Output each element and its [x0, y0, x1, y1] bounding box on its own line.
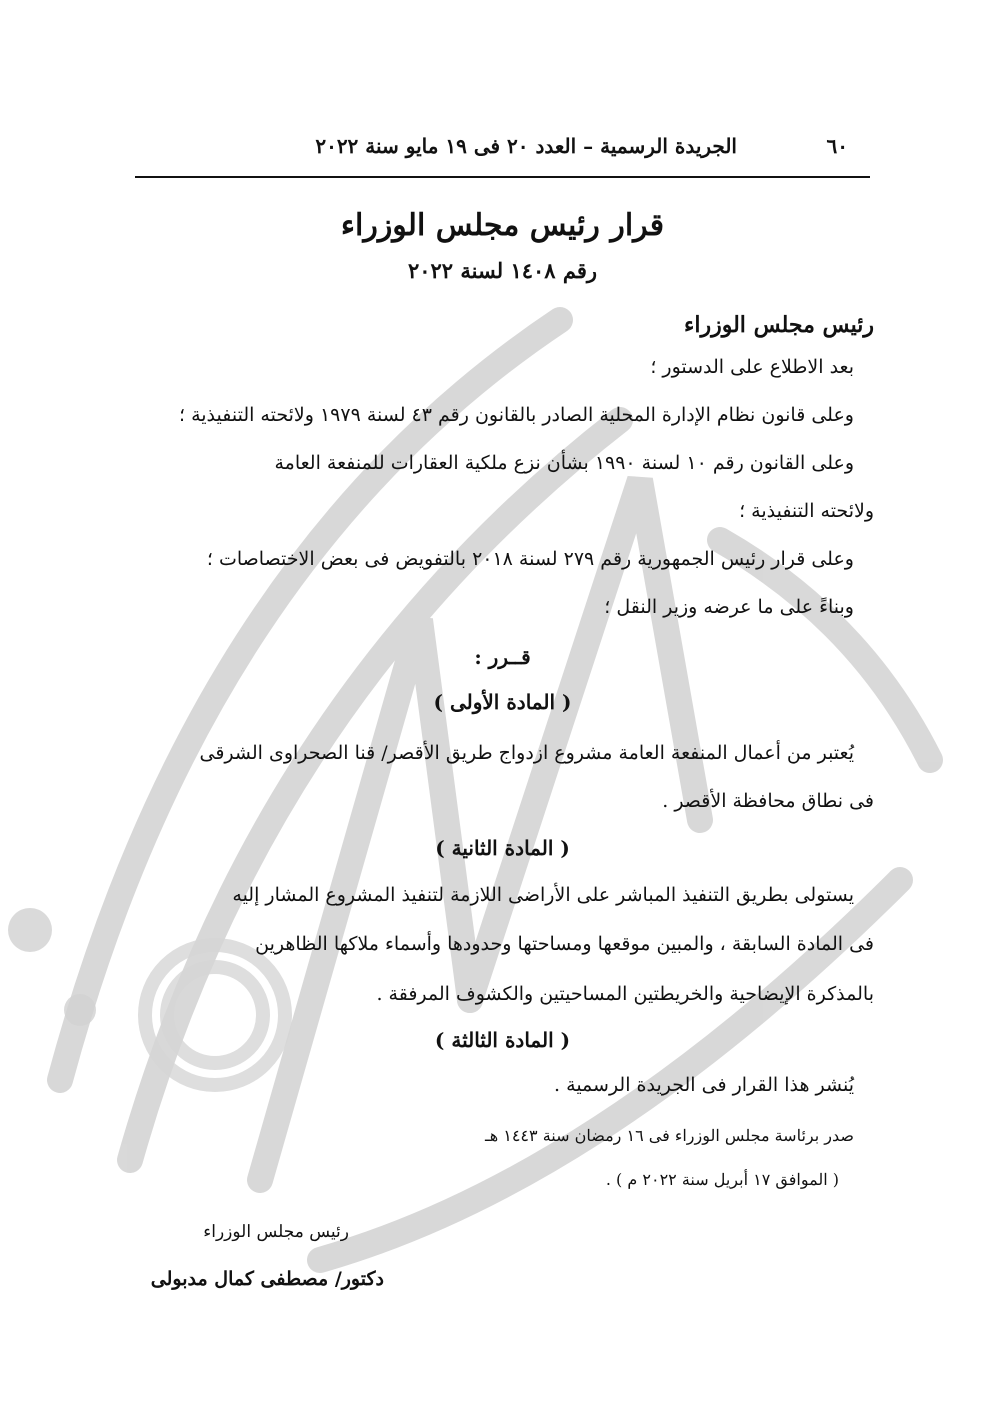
article-heading: ( المادة الثانية ) [435, 836, 570, 860]
gazette-issue: الجريدة الرسمية – العدد ٢٠ فى ١٩ مايو سنة ٢٠٢٢ [315, 134, 737, 158]
article-line: يُنشر هذا القرار فى الجريدة الرسمية . [554, 1074, 854, 1096]
article-heading: ( المادة الثالثة ) [434, 1028, 571, 1052]
page-header [135, 130, 870, 174]
preamble-line: بعد الاطلاع على الدستور ؛ [650, 356, 854, 378]
decree-number: رقم ١٤٠٨ لسنة ٢٠٢٢ [407, 258, 598, 283]
signature-title: رئيس مجلس الوزراء [203, 1222, 349, 1242]
decree-title: قرار رئيس مجلس الوزراء [340, 208, 665, 243]
preamble-line: وعلى قانون نظام الإدارة المحلية الصادر بالقانون رقم ٤٣ لسنة ١٩٧٩ ولائحته التنفيذية ؛ [178, 404, 854, 426]
header-rule [135, 176, 870, 178]
preamble-line: وبناءً على ما عرضه وزير النقل ؛ [604, 596, 854, 618]
article-heading: ( المادة الأولى ) [433, 690, 572, 714]
preamble-line: وعلى قرار رئيس الجمهورية رقم ٢٧٩ لسنة ٢٠١٨ بالتفويض فى بعض الاختصاصات ؛ [206, 548, 854, 570]
issued-date-gregorian: ( الموافق ١٧ أبريل سنة ٢٠٢٢ م ) . [605, 1170, 839, 1189]
preamble-line: وعلى القانون رقم ١٠ لسنة ١٩٩٠ بشأن نزع ملكية العقارات للمنفعة العامة [274, 452, 854, 474]
article-line: فى نطاق محافظة الأقصر . [662, 790, 874, 812]
decree-issuer: رئيس مجلس الوزراء [684, 312, 874, 338]
article-line: فى المادة السابقة ، والمبين موقعها ومساحتها وحدودها وأسماء ملاكها الظاهرين [255, 933, 874, 955]
issued-date-hijri: صدر برئاسة مجلس الوزراء فى ١٦ رمضان سنة ١٤٤٣ هـ [485, 1126, 854, 1145]
decided-heading: قــرر : [474, 645, 531, 669]
preamble-line: ولائحته التنفيذية ؛ [739, 500, 874, 522]
page-number: ٦٠ [826, 134, 848, 158]
article-line: يستولى بطريق التنفيذ المباشر على الأراضى اللازمة لتنفيذ المشروع المشار إليه [232, 884, 854, 906]
signature-name: دكتور/ مصطفى كمال مدبولى [150, 1268, 384, 1290]
article-line: يُعتبر من أعمال المنفعة العامة مشروع ازدواج طريق الأقصر/ قنا الصحراوى الشرقى [199, 742, 854, 764]
article-line: بالمذكرة الإيضاحية والخريطتين المساحيتين والكشوف المرفقة . [376, 983, 874, 1005]
